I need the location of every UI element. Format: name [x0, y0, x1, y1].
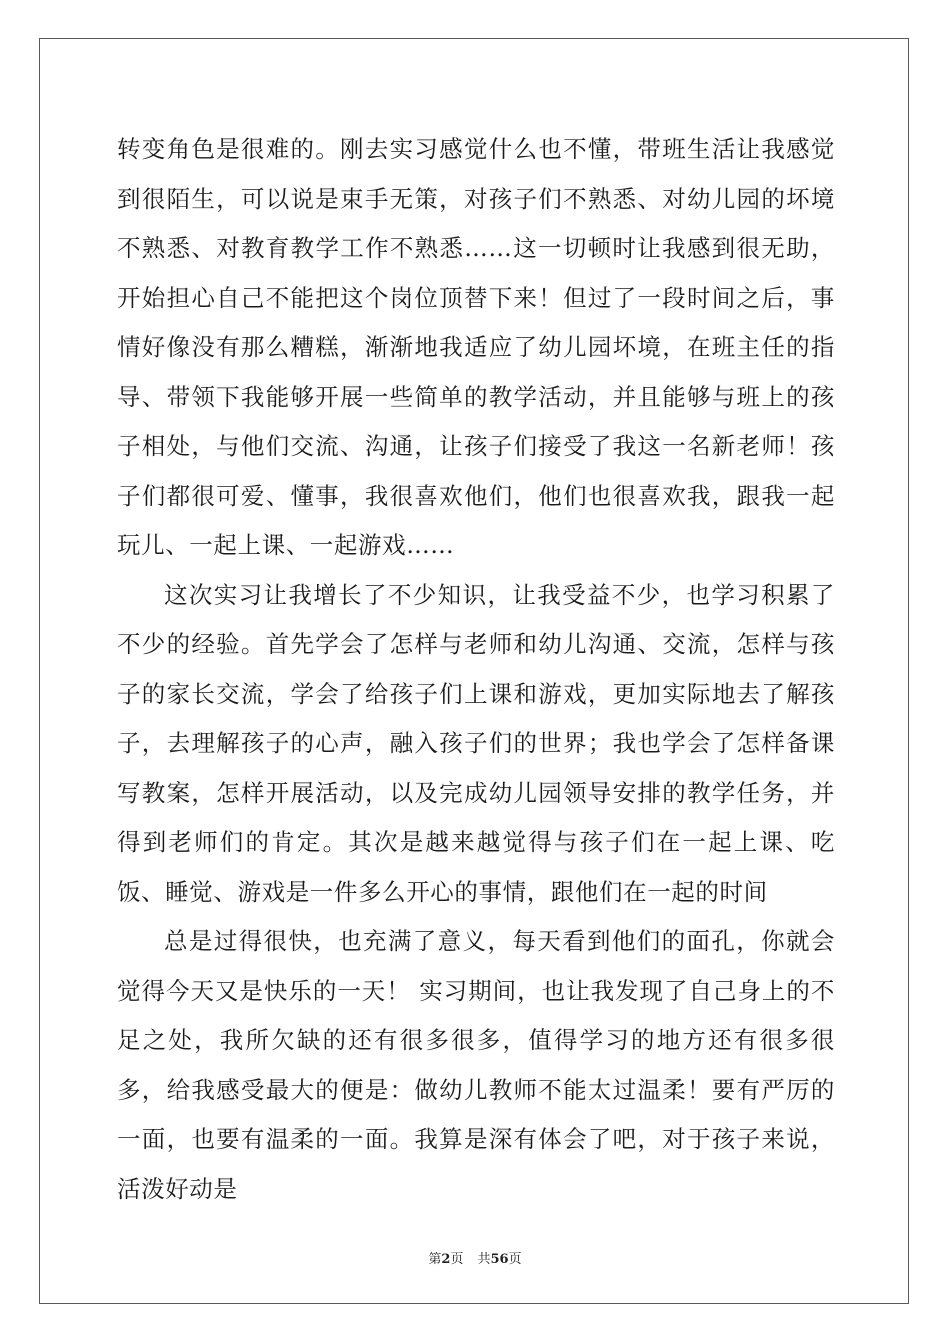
- total-pages: 56: [490, 1252, 509, 1267]
- total-suffix: 页: [508, 1252, 522, 1267]
- document-body: [117, 125, 835, 1214]
- page-suffix: 页: [450, 1252, 464, 1267]
- paragraph-1: 转变角色是很难的。刚去实习感觉什么也不懂，带班生活让我感觉到很陌生，可以说是束手无策，对孩子们不熟悉、对幼儿园的坏境不熟悉、对教育教学工作不熟悉……这一切顿时让我感到很无助，开始担心自己不能把这个岗位顶替下来！但过了一段时间之后，事情好像没有那么糟糕，渐渐地我适应了幼儿园坏境，在班主任的指导、带领下我能够开展一些简单的教学活动，并且能够与班上的孩子相处，与他们交流、沟通，让孩子们接受了我这一名新老师！孩子们都很可爱、懂事，我很喜欢他们，他们也很喜欢我，跟我一起玩儿、一起上课、一起游戏……: [117, 135, 835, 559]
- total-prefix: 共: [477, 1252, 491, 1267]
- page-prefix: 第: [428, 1252, 442, 1267]
- page-footer: [0, 1248, 950, 1267]
- paragraph-3: 总是过得很快，也充满了意义，每天看到他们的面孔，你就会觉得今天又是快乐的一天！ 实习期间，也让我发现了自己身上的不足之处，我所欠缺的还有很多很多，值得学习的地方还有很多很多，给我感受最大的便是：做幼儿教师不能太过温柔！要有严厉的一面，也要有温柔的一面。我算是深有体会了吧，对于孩子来说，活泼好动是: [117, 927, 835, 1203]
- paragraph-2: 这次实习让我增长了不少知识，让我受益不少，也学习积累了不少的经验。首先学会了怎样与老师和幼儿沟通、交流，怎样与孩子的家长交流，学会了给孩子们上课和游戏，更加实际地去了解孩子，去理解孩子的心声，融入孩子们的世界；我也学会了怎样备课写教案，怎样开展活动，以及完成幼儿园领导安排的教学任务，并得到老师们的肯定。其次是越来越觉得与孩子们在一起上课、吃饭、睡觉、游戏是一件多么开心的事情，跟他们在一起的时间: [117, 580, 835, 906]
- page-number: 2: [441, 1252, 451, 1267]
